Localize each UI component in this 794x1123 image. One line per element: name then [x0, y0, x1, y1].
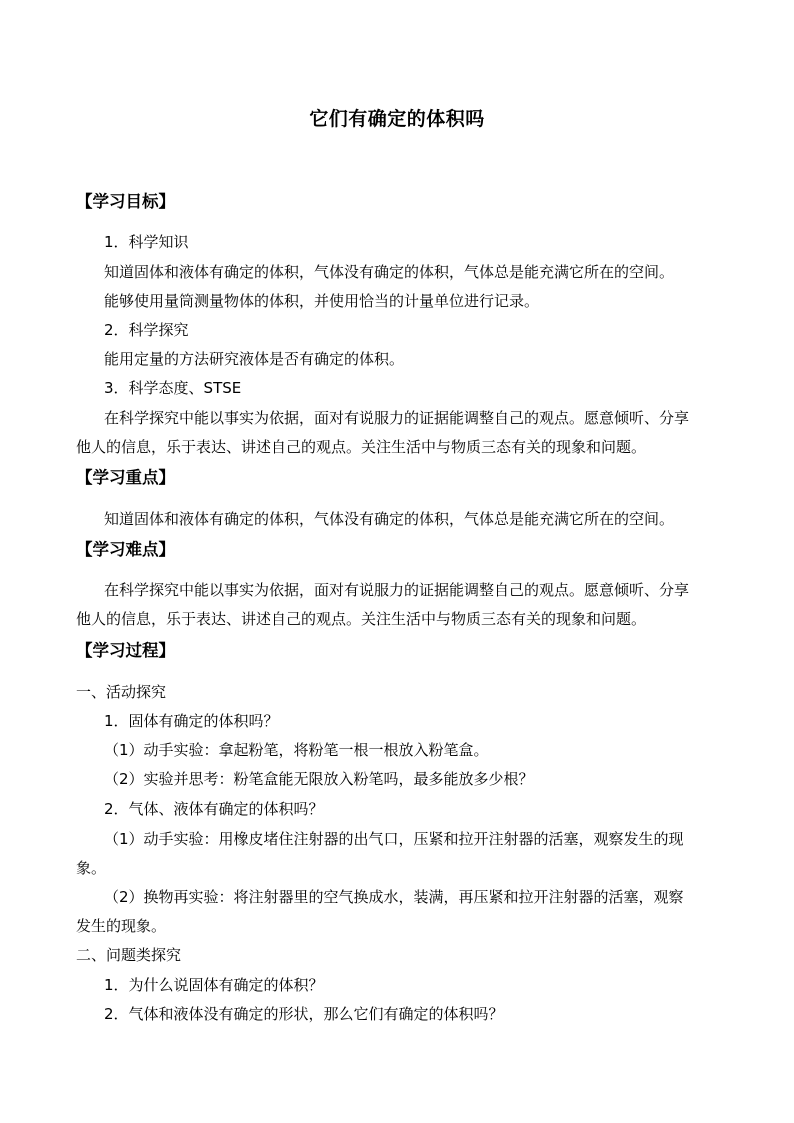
objective-1-line-2: 能够使用量筒测量物体的体积，并使用恰当的计量单位进行记录。: [104, 292, 540, 310]
key-point-line-1: 知道固体和液体有确定的体积，气体没有确定的体积，气体总是能充满它所在的空间。: [104, 510, 675, 528]
objective-1-line-1: 知道固体和液体有确定的体积，气体没有确定的体积，气体总是能充满它所在的空间。: [104, 263, 675, 281]
page-title: 它们有确定的体积吗: [309, 108, 485, 130]
process-question-2-step-b-line-2: 发生的现象。: [76, 917, 167, 935]
objective-3-title: 3．科学态度、STSE: [104, 379, 242, 397]
process-question-1: 1．固体有确定的体积吗？: [104, 712, 279, 730]
process-question-1-step-a: （1）动手实验：拿起粉笔，将粉笔一根一根放入粉笔盒。: [104, 741, 489, 759]
section-heading-process: 【学习过程】: [76, 641, 175, 660]
objective-2-line-1: 能用定量的方法研究液体是否有确定的体积。: [104, 350, 405, 368]
section-heading-key-points: 【学习重点】: [76, 468, 175, 487]
process-part-2-title: 二、问题类探究: [76, 946, 182, 964]
process-question-2-step-a-line-1: （1）动手实验：用橡皮堵住注射器的出气口，压紧和拉开注射器的活塞，观察发生的现: [104, 830, 684, 848]
objective-2-title: 2．科学探究: [104, 321, 189, 339]
process-part-1-title: 一、活动探究: [76, 683, 167, 701]
process-question-2-step-a-line-2: 象。: [76, 859, 107, 877]
difficulty-line-2: 他人的信息，乐于表达、讲述自己的观点。关注生活中与物质三态有关的现象和问题。: [76, 610, 647, 628]
objective-1-title: 1．科学知识: [104, 233, 189, 251]
process-question-2: 2．气体、液体有确定的体积吗？: [104, 800, 324, 818]
section-heading-objectives: 【学习目标】: [76, 192, 175, 211]
section-heading-difficulties: 【学习难点】: [76, 540, 175, 559]
process-question-1-step-b: （2）实验并思考：粉笔盒能无限放入粉笔吗，最多能放多少根？: [104, 770, 534, 788]
objective-3-line-1: 在科学探究中能以事实为依据，面对有说服力的证据能调整自己的观点。愿意倾听、分享: [104, 409, 690, 427]
process-question-2-step-b-line-1: （2）换物再实验：将注射器里的空气换成水，装满，再压紧和拉开注射器的活塞，观察: [104, 888, 684, 906]
process-part-2-question-1: 1．为什么说固体有确定的体积？: [104, 976, 324, 994]
difficulty-line-1: 在科学探究中能以事实为依据，面对有说服力的证据能调整自己的观点。愿意倾听、分享: [104, 581, 690, 599]
process-part-2-question-2: 2．气体和液体没有确定的形状，那么它们有确定的体积吗？: [104, 1005, 504, 1023]
objective-3-line-2: 他人的信息，乐于表达、讲述自己的观点。关注生活中与物质三态有关的现象和问题。: [76, 438, 647, 456]
